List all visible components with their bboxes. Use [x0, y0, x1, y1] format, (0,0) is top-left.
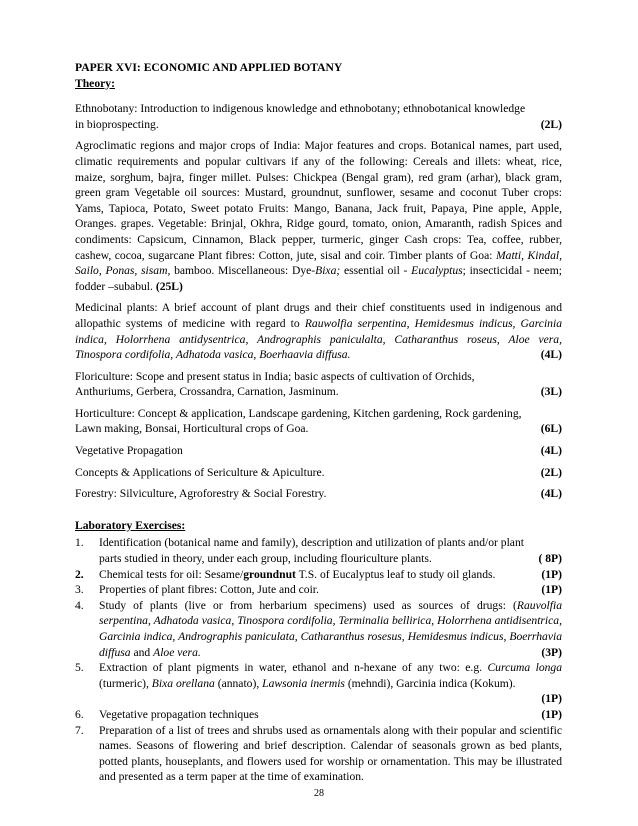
lecture-count: (4L) [540, 444, 562, 458]
lecture-count: (2L) [540, 465, 562, 479]
agroclimatic-paragraph: Agroclimatic regions and major crops of India: Major features and crops. Botanical names, part used, climatic requirements and popular cultivars if any of the following: Cereals and illets: wheat, rice, maize, sorghum, bajra, finger millet. Pulses: Chickpea (Bengal gram), red gram (arhar), black gram, green gram Vegetable oil sources: Mustard, groundnut, sunflower, sesame and coconut Tuber crops: Yams, Tapioca, Potato, Sweet potato Fruits: Mango, Banana, Jack fruit, Papaya, Pine apple, Apple, Oranges. grapes. Vegetable: Brinjal, Okhra, Ridge gourd, tomato, onion, Amaranth, radish Spices and condiments: Capsicum, Cinnamon, Black pepper, turmeric, ginger Cash crops: Tea, coffee, rubber, cashew, cocoa, sugarcane Plant fibres: Cotton, jute, sisal and coir. Timber plants of Goa: Matti, Kindal, Sailo, Ponas, sisam, bamboo. Miscellaneous: Dye-Bixa; essential oil - Eucalyptus; insecticidal - neem; fodder –subabul. (25L) [75, 139, 562, 293]
page-number: 28 [314, 788, 324, 799]
lab-item: 7. Preparation of a list of trees and shrubs used as ornamentals along with their popular and scientific names. Seasons of flowering and brief description. Calendar of seasonals grown as bed plants, potted plants, houseplants, and flowers used for worship or ornamentation. This may be illustrated and presented as a term paper at the time of examination. [75, 723, 562, 784]
medicinal-paragraph: Medicinal plants: A brief account of plant drugs and their chief constituents used in indigenous and allopathic systems of medicine with regard to Rauwolfia serpentina, Hemidesmus indicus, Garcinia indica, Holorrhena antidysentrica, Andrographis paniculalta, Catharanthus roseus, Aloe vera, Tinospora cordifolia, Adhatoda vasica, Boerhaavia diffusa. (4L) [75, 301, 562, 362]
ethnobotany-paragraph: Ethnobotany: Introduction to indigenous knowledge and ethnobotany; ethnobotanical knowledge in bioprospecting. (2L) [75, 102, 562, 131]
practical-count: ( 8P) [538, 552, 562, 566]
lecture-count: (25L) [155, 279, 183, 293]
lecture-count: (4L) [540, 348, 562, 362]
lab-item: 2. Chemical tests for oil: Sesame/groundnut T.S. of Eucalyptus leaf to study oil glands. (1P) [75, 567, 562, 581]
lecture-count: (2L) [540, 117, 562, 131]
theory-heading: Theory: [75, 76, 115, 90]
vegetative-propagation-line: Vegetative Propagation (4L) [75, 444, 562, 458]
paper-title: PAPER XVI: ECONOMIC AND APPLIED BOTANY [75, 61, 343, 74]
practical-count: (1P) [541, 567, 562, 581]
lab-item: 3. Properties of plant fibres: Cotton, Jute and coir. (1P) [75, 583, 562, 597]
practical-count: (3P) [541, 645, 562, 659]
floriculture-paragraph: Floriculture: Scope and present status in India; basic aspects of cultivation of Orchids, Anthuriums, Gerbera, Crossandra, Carnation, Jasminum. (3L) [75, 369, 562, 399]
forestry-line: Forestry: Silviculture, Agroforestry & Social Forestry. (4L) [75, 487, 562, 501]
lecture-count: (4L) [540, 487, 562, 501]
horticulture-paragraph: Horticulture: Concept & application, Landscape gardening, Kitchen gardening, Rock gardening, Lawn making, Bonsai, Horticultural crops of Goa. (6L) [75, 406, 562, 436]
document-page [75, 60, 562, 785]
lab-item: 6. Vegetative propagation techniques (1P) [75, 707, 562, 721]
lab-item: 1. Identification (botanical name and family), description and utilization of plants and/or plant parts studied in theory, under each group, including flouriculture plants. ( 8P) [75, 536, 562, 566]
lab-heading: Laboratory Exercises: [75, 518, 186, 532]
lecture-count: (6L) [540, 422, 562, 436]
sericulture-line: Concepts & Applications of Sericulture & Apiculture. (2L) [75, 465, 562, 479]
practical-count: (1P) [541, 583, 562, 597]
lab-item: 4. Study of plants (live or from herbarium specimens) used as sources of drugs: (Rauvolfia serpentina, Adhatoda vasica, Tinospora cordifolia, Terminalia bellirica, Holorrhena antidisentrica, Garcinia indica, Andrographis paniculata, Catharanthus rosesus, Hemidesmus indicus, Boerrhavia diffusa and Aloe vera. (3P) [75, 598, 562, 659]
lab-item: 5. Extraction of plant pigments in water, ethanol and n-hexane of any two: e.g. Curcuma longa (turmeric), Bixa orellana (annato), Lawsonia inermis (mehndi), Garcinia indica (Kokum). (1P) [75, 661, 563, 706]
practical-count: (1P) [541, 707, 562, 721]
lecture-count: (3L) [540, 385, 562, 399]
practical-count: (1P) [541, 692, 562, 706]
